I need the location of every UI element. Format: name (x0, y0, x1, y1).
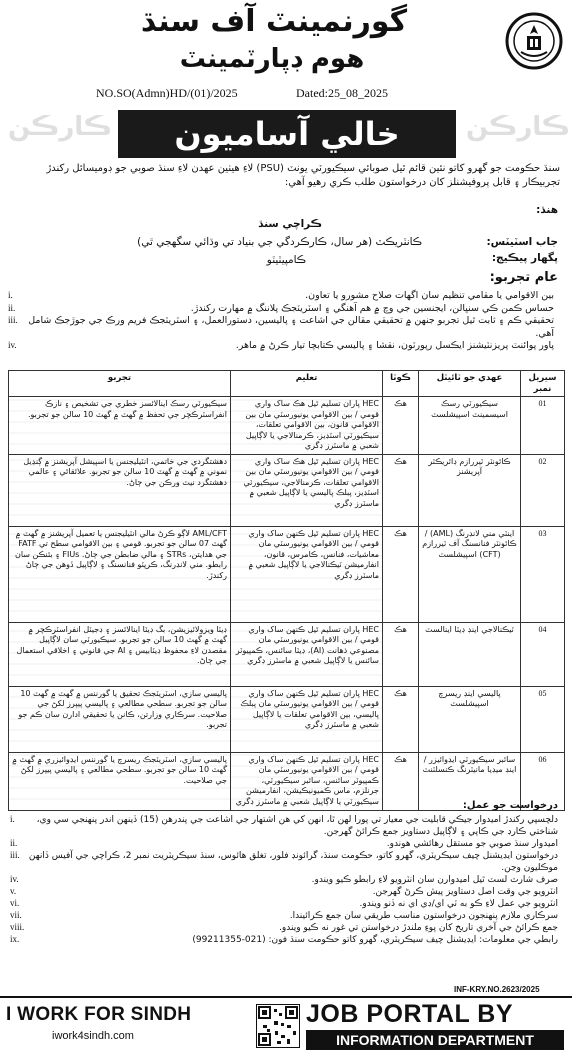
list-text: بين الاقوامي يا مقامي تنظيم سان اگهات صلاح مشورو يا تعاون. (305, 290, 554, 301)
government-title: گورنمينٽ آف سنڌ (140, 4, 408, 39)
procedure-item (10, 910, 558, 922)
experience-cell: ڊيٽا ويزولائيزيشن، بگ ڊيٽا اينالائسز ۽ ڊجيٽل انفراسٽرڪچر ۾ گهٽ ۾ گهٽ 10 سالن جو تجربو. سيڪيورٽي سان لاڳاپيل مقصدن لاءِ محفوظ ڊيٽابيس ۽ AI جي قانوني ۽ اخلاقي استعمال جي ڄاڻ. (9, 622, 231, 686)
list-text: درخواستون ايڊيشنل چيف سيڪريٽري، گهرو کاتو، حڪومت سنڌ، گرائونڊ فلور، تغلق هائوس، سنڌ سيڪريٽريٽ نمبر 2، ڪراچي جي آفيس ڏانهن موڪليون وڃن. (28, 851, 558, 873)
list-text: رابطي جي معلومات: ايڊيشنل چيف سيڪريٽري، گهرو کاتو حڪومت سنڌ فون: (021-99211355) (192, 935, 558, 945)
job-title-cell: ڪائونٽر ٽيررازم ڊائريڪٽر آپريشنز (419, 454, 521, 526)
sindh-government-seal-icon (505, 12, 563, 70)
serial-number-cell: 06 (521, 752, 565, 810)
procedure-item (10, 934, 558, 946)
education-cell: HEC پاران تسليم ٿيل ڪنهن ساک واري قومي / بين الاقوامي يونيورسٽي مان پبلڪ پاليسي، بين الاقوامي تعلقات يا لاڳاپيل شعبي ۾ ماسٽرز ڊگري (231, 686, 383, 752)
quota-cell: هڪ (383, 622, 419, 686)
column-header-title: عهدي جو ٽائيٽل (419, 371, 521, 397)
list-number: iii. (8, 315, 18, 325)
education-cell: HEC پاران تسليم ٿيل ڪنهن ساک واري قومي / بين الاقوامي يونيورسٽي مان معاشيات، فنانس، ڪامرس، قانون، انفارميشن ٽيڪنالاجي يا لاڳاپيل شعبي ۾ ماسٽرز ڊگري (231, 526, 383, 622)
table-row (9, 622, 565, 686)
general-experience-item (8, 302, 558, 316)
procedure-item (10, 874, 558, 886)
education-cell: HEC پاران تسليم ٿيل ڪنهن ساک واري قومي / بين الاقوامي يونيورسٽي مان مصنوعي ذهانت (AI)، ڊيٽا سائنس، ڪمپيوٽر سائنس يا لاڳاپيل شعبي ۾ ماسٽرز ڊگري (231, 622, 383, 686)
serial-number-cell: 01 (521, 397, 565, 455)
general-experience-label: عام تجربو: (489, 270, 558, 285)
list-number: iii. (10, 850, 20, 860)
list-text: حساس ڪمن ڪي سنڀالن، ايجنسين جي وچ ۾ هم آهنگي ۽ اسٽريٽجڪ پلاننگ ۾ مهارت رکندڙ. (190, 302, 554, 314)
date: Dated:25_08_2025 (296, 86, 388, 100)
table-row (9, 454, 565, 526)
procedure-item (10, 922, 558, 934)
list-number: iv. (8, 340, 17, 350)
education-cell: HEC پاران تسليم ٿيل ڪنهن ساک واري قومي / بين الاقوامي يونيورسٽي مان ڪمپيوٽر سائنس، سائبر سيڪيورٽي، جرنلزم، ماس ڪميونيڪيشن، انفارميشن سيڪيورٽي يا لاڳاپيل شعبي ۾ ماسٽرز ڊگري (231, 752, 383, 810)
list-text: انٽرويو جي وقت اصل دستاويز پيش ڪرڻ گهرجن. (372, 887, 558, 897)
general-experience-item (8, 340, 558, 353)
procedure-item (10, 814, 558, 838)
department-title: هوم ڊپارٽمينٽ (179, 44, 365, 74)
intro-paragraph: سنڌ حڪومت جو گهرو کاتو نئين قائم ٿيل صوبائي سيڪيورٽي يونٽ (PSU) لاءِ هيٺين عهدن لاءِ سنڌ صوبي جو ڊوميسائل رکندڙ تجربيڪار ۽ قابل پروفيشنلز کان درخواستون طلب ڪري رهيو آهي: (46, 163, 560, 188)
serial-number-cell: 03 (521, 526, 565, 622)
experience-cell: پاليسي سازي، اسٽريٽجڪ ريسرچ يا گورننس ايڊوائيزري ۾ گهٽ ۾ گهٽ 10 سالن جو تجربو. سطحي مطالعي ۽ پاليسي پيپرز لکڻ جي صلاحيت. (9, 752, 231, 810)
list-number: ii. (8, 302, 16, 313)
education-cell: HEC پاران تسليم ٿيل هڪ ساک واري قومي / بين الاقوامي يونيورسٽي مان بين الاقوامي تعلقات، ڪرمنالاجي، سيڪيورٽي اسٽڊيز، پبلڪ پاليسي يا لاڳاپيل شعبي ۾ ماسٽرز ڊگري (231, 454, 383, 526)
procedure-item (10, 838, 558, 850)
procedure-heading: درخواست جو عمل: (462, 800, 558, 811)
vacancies-banner: خالي آساميون (118, 110, 456, 158)
list-text: دلچسپي رکندڙ اميدوار جيڪي قابليت جي معيار تي پورا لهن ٿا، انهن کي هن اشتهار جي اشاعت جي پندرهن (15) ڏينهن اندر پنهنجي سي وي، شناختي ڪارڊ جي ڪاپي ۽ لاڳاپيل دستاويز جمع ڪرائڻ گهرجن. (36, 815, 558, 837)
list-number: i. (10, 814, 15, 824)
column-header-education: تعليم (231, 371, 383, 397)
list-number: v. (10, 886, 17, 896)
pay-package-label: پگهار پيڪيج: (491, 252, 558, 264)
job-portal-text: JOB PORTAL BY (306, 1000, 513, 1028)
qr-code-icon[interactable] (256, 1004, 300, 1048)
header (0, 0, 572, 112)
experience-cell: سيڪيورٽي رسڪ اينالائسز خطري جي تشخيص ۽ نازڪ انفراسٽرڪچر جي تحفظ ۾ گهٽ ۾ گهٽ 10 سالن جو تجربو. (9, 397, 231, 455)
column-header-serial: سيريل نمبر (521, 371, 565, 397)
table-row (9, 397, 565, 455)
pay-package-value: ڪامپيٽيٽو (266, 254, 306, 266)
list-text: تحقيقي ڪم ۽ ثابت ٿيل تجربو جنهن ۾ تحقيقي مقالن جي اشاعت ۽ پاليسين، دستورالعمل، ۽ اسٽريٽجڪ فريم ورڪ جي جوڙجڪ شامل آهي. (28, 315, 554, 339)
quota-cell: هڪ (383, 686, 419, 752)
job-title-cell: ٽيڪنالاجي اينڊ ڊيٽا اينالسٽ (419, 622, 521, 686)
brand-name: I WORK FOR SINDH (6, 1004, 192, 1025)
reference-number: NO.SO(Admn)HD/(01)/2025 (96, 86, 238, 100)
vacancies-table (8, 370, 565, 811)
location-value: ڪراچي سنڌ (258, 218, 322, 230)
list-number: iv. (10, 874, 19, 884)
serial-number-cell: 05 (521, 686, 565, 752)
job-title-cell: پاليسي اينڊ ريسرچ اسپيشلسٽ (419, 686, 521, 752)
procedure-item (10, 886, 558, 898)
column-header-quota: ڪوٽا (383, 371, 419, 397)
general-experience-list (8, 290, 558, 353)
brand-url[interactable]: iwork4sindh.com (52, 1030, 134, 1042)
information-department-badge: INFORMATION DEPARTMENT (306, 1030, 564, 1050)
job-status-label: جاب اسٽيٽس: (486, 236, 558, 248)
table-body (9, 397, 565, 811)
serial-number-cell: 04 (521, 622, 565, 686)
list-text: پاور پوائنٽ پريزنٽيشنز ايڪسل رپورٽون، نقشا ۽ پاليسي ڪتابچا تيار ڪرڻ ۾ ماهر. (235, 340, 554, 351)
general-experience-item (8, 315, 558, 340)
quota-cell: هڪ (383, 454, 419, 526)
list-text: صرف شارٽ لسٽ ٿيل اميدوارن سان انٽرويو لاءِ رابطو ڪيو ويندو. (311, 875, 558, 885)
list-number: vii. (10, 910, 22, 920)
list-number: ii. (10, 838, 18, 848)
job-title-cell: اينٽي مني لانڊرنگ (AML) / ڪائونٽر فنانسنگ آف ٽيررازم (CFT) اسپيشلسٽ (419, 526, 521, 622)
quota-cell: هڪ (383, 397, 419, 455)
serial-number-cell: 02 (521, 454, 565, 526)
procedure-item (10, 850, 558, 874)
experience-cell: AML/CFT لاڳو ڪرڻ مالي انٽيليجنس يا تعميل آپريشنز ۾ گهٽ ۾ گهٽ 07 سالن جو تجربو. قومي ۽ بين الاقوامي سطح تي FATF جي هدايتن، STRs ۽ مالي ضابطن جي ڄاڻ. FIUs ۽ بئنڪن سان رابطو. مني لانڊرنگ، ڪرپٽو فنانسنگ ۽ لاڳاپيل ڏوهن جي ڄاڻ رکندڙ. (9, 526, 231, 622)
list-number: viii. (10, 922, 25, 932)
location-label: هنڌ: (536, 204, 558, 216)
footer (0, 996, 572, 1055)
list-text: سرڪاري ملازم پنهنجون درخواستون مناسب طريقي سان جمع ڪرائيندا. (289, 911, 558, 921)
general-experience-item (8, 290, 558, 303)
experience-cell: دهشتگردي جي خاتمي، انٽيليجنس يا اسپيشل آپريشنز ۾ ڳنڍيل نموني ۾ گهٽ ۾ گهٽ 10 سالن جو تجربو. علائقائي ۽ عالمي دهشتگرد نيٽ ورڪن جي ڄاڻ. (9, 454, 231, 526)
list-number: vi. (10, 898, 20, 908)
list-number: ix. (10, 934, 20, 944)
inf-kry-number: INF-KRY.NO.2623/2025 (454, 985, 540, 994)
table-row (9, 526, 565, 622)
list-text: اميدوار سنڌ صوبي جو مستقل رهائشي هوندو. (386, 839, 558, 849)
list-number: i. (8, 290, 13, 300)
quota-cell: هڪ (383, 752, 419, 810)
job-title-cell: سيڪيورٽي رسڪ اسيسمينٽ اسپيشلسٽ (419, 397, 521, 455)
job-title-cell: سائبر سيڪيورٽي ايڊوائيزر / اينڊ ميڊيا مانيٽرنگ ڪنسلٽنٽ (419, 752, 521, 810)
watermark: ڪارڪن (8, 112, 112, 142)
column-header-experience: تجربو (9, 371, 231, 397)
experience-cell: پاليسي سازي، اسٽريٽجڪ تحقيق يا گورننس ۾ گهٽ ۾ گهٽ 10 سالن جو تجربو. سطحي مطالعي ۽ پاليسي پيپرز لکڻ جي صلاحيت. سرڪاري وزارتن، ڪانن يا تحقيقي ادارن سان ڪم جو تجربو. (9, 686, 231, 752)
procedure-list (10, 814, 558, 946)
job-status-value: ڪانٽريڪٽ (هر سال، ڪارڪردگي جي بنياد تي وڌائي سگهجي ٿي) (137, 236, 422, 248)
table-row (9, 686, 565, 752)
procedure-item (10, 898, 558, 910)
quota-cell: هڪ (383, 526, 419, 622)
table-header-row (9, 371, 565, 397)
list-text: انٽرويو جي عمل لاءِ ڪو به ٽي اي/ڊي اي نه ڏنو ويندو. (359, 899, 558, 909)
watermark: ڪارڪن (466, 112, 570, 142)
list-text: جمع ڪرائڻ جي آخري تاريخ کان پوءِ ملندڙ درخواستن تي غور نه ڪيو ويندو. (279, 923, 558, 933)
education-cell: HEC پاران تسليم ٿيل هڪ ساک واري قومي / بين الاقوامي يونيورسٽي مان بين الاقوامي قانون، بين الاقوامي تعلقات، سيڪيورٽي اسٽڊيز، ڪرمنالاجي يا لاڳاپيل شعبي ۾ ماسٽرز ڊگري (231, 397, 383, 455)
